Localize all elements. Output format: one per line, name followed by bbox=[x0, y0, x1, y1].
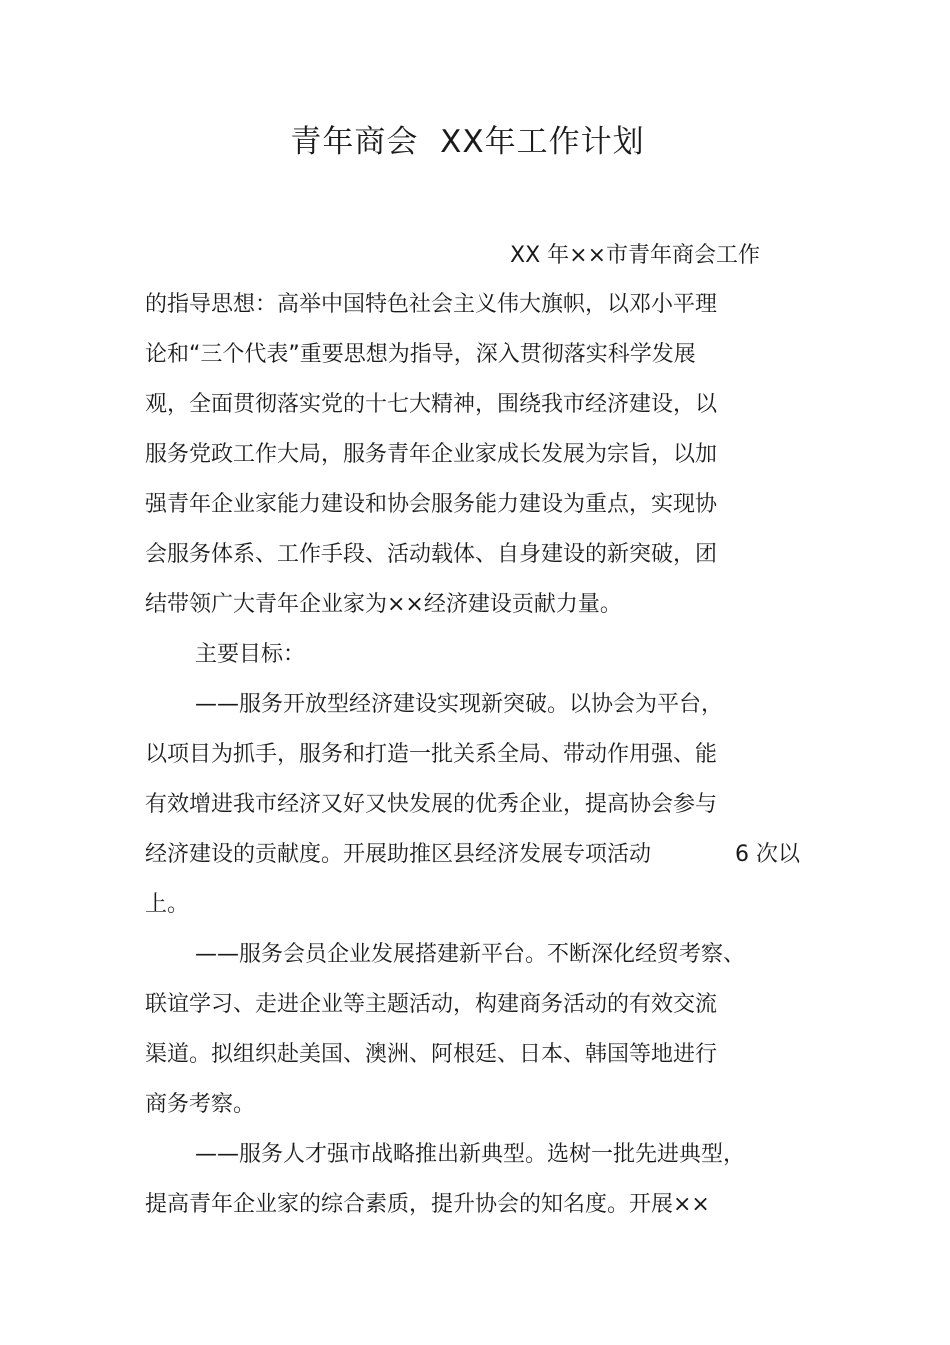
paragraph-line: 会服务体系、工作手段、活动载体、自身建设的新突破，团 bbox=[145, 542, 718, 567]
paragraph-line: 提高青年企业家的综合素质，提升协会的知名度。开展×× bbox=[145, 1192, 710, 1217]
paragraph-line: 以项目为抓手，服务和打造一批关系全局、带动作用强、能 bbox=[145, 742, 718, 767]
paragraph-line: 结带领广大青年企业家为××经济建设贡献力量。 bbox=[145, 592, 622, 617]
paragraph-line: ——服务会员企业发展搭建新平台。不断深化经贸考察、 bbox=[195, 942, 746, 967]
paragraph-line: 联谊学习、走进企业等主题活动，构建商务活动的有效交流 bbox=[145, 992, 718, 1017]
document-title: 青年商会 XX年工作计划 bbox=[290, 124, 645, 160]
paragraph-line: 的指导思想：高举中国特色社会主义伟大旗帜，以邓小平理 bbox=[145, 292, 718, 317]
paragraph-line: 服务党政工作大局，服务青年企业家成长发展为宗旨，以加 bbox=[145, 442, 718, 467]
paragraph-line: 上。 bbox=[145, 892, 190, 917]
paragraph-line: 经济建设的贡献度。开展助推区县经济发展专项活动 bbox=[145, 842, 652, 867]
paragraph-line: ——服务开放型经济建设实现新突破。以协会为平台， bbox=[195, 692, 724, 717]
paragraph-line: 论和“三个代表”重要思想为指导，深入贯彻落实科学发展 bbox=[145, 342, 696, 367]
paragraph-line: 渠道。拟组织赴美国、澳洲、阿根廷、日本、韩国等地进行 bbox=[145, 1042, 718, 1067]
paragraph-line: ——服务人才强市战略推出新典型。选树一批先进典型， bbox=[195, 1142, 746, 1167]
paragraph-line: 观，全面贯彻落实党的十七大精神，围绕我市经济建设，以 bbox=[145, 392, 718, 417]
paragraph-line: 有效增进我市经济又好又快发展的优秀企业，提高协会参与 bbox=[145, 792, 718, 817]
paragraph-line-tail: 6 次以 bbox=[735, 842, 800, 867]
paragraph-line: 商务考察。 bbox=[145, 1092, 256, 1117]
paragraph-line: XX 年××市青年商会工作 bbox=[510, 243, 761, 268]
section-heading: 主要目标： bbox=[195, 642, 306, 667]
paragraph-line: 强青年企业家能力建设和协会服务能力建设为重点，实现协 bbox=[145, 492, 718, 517]
